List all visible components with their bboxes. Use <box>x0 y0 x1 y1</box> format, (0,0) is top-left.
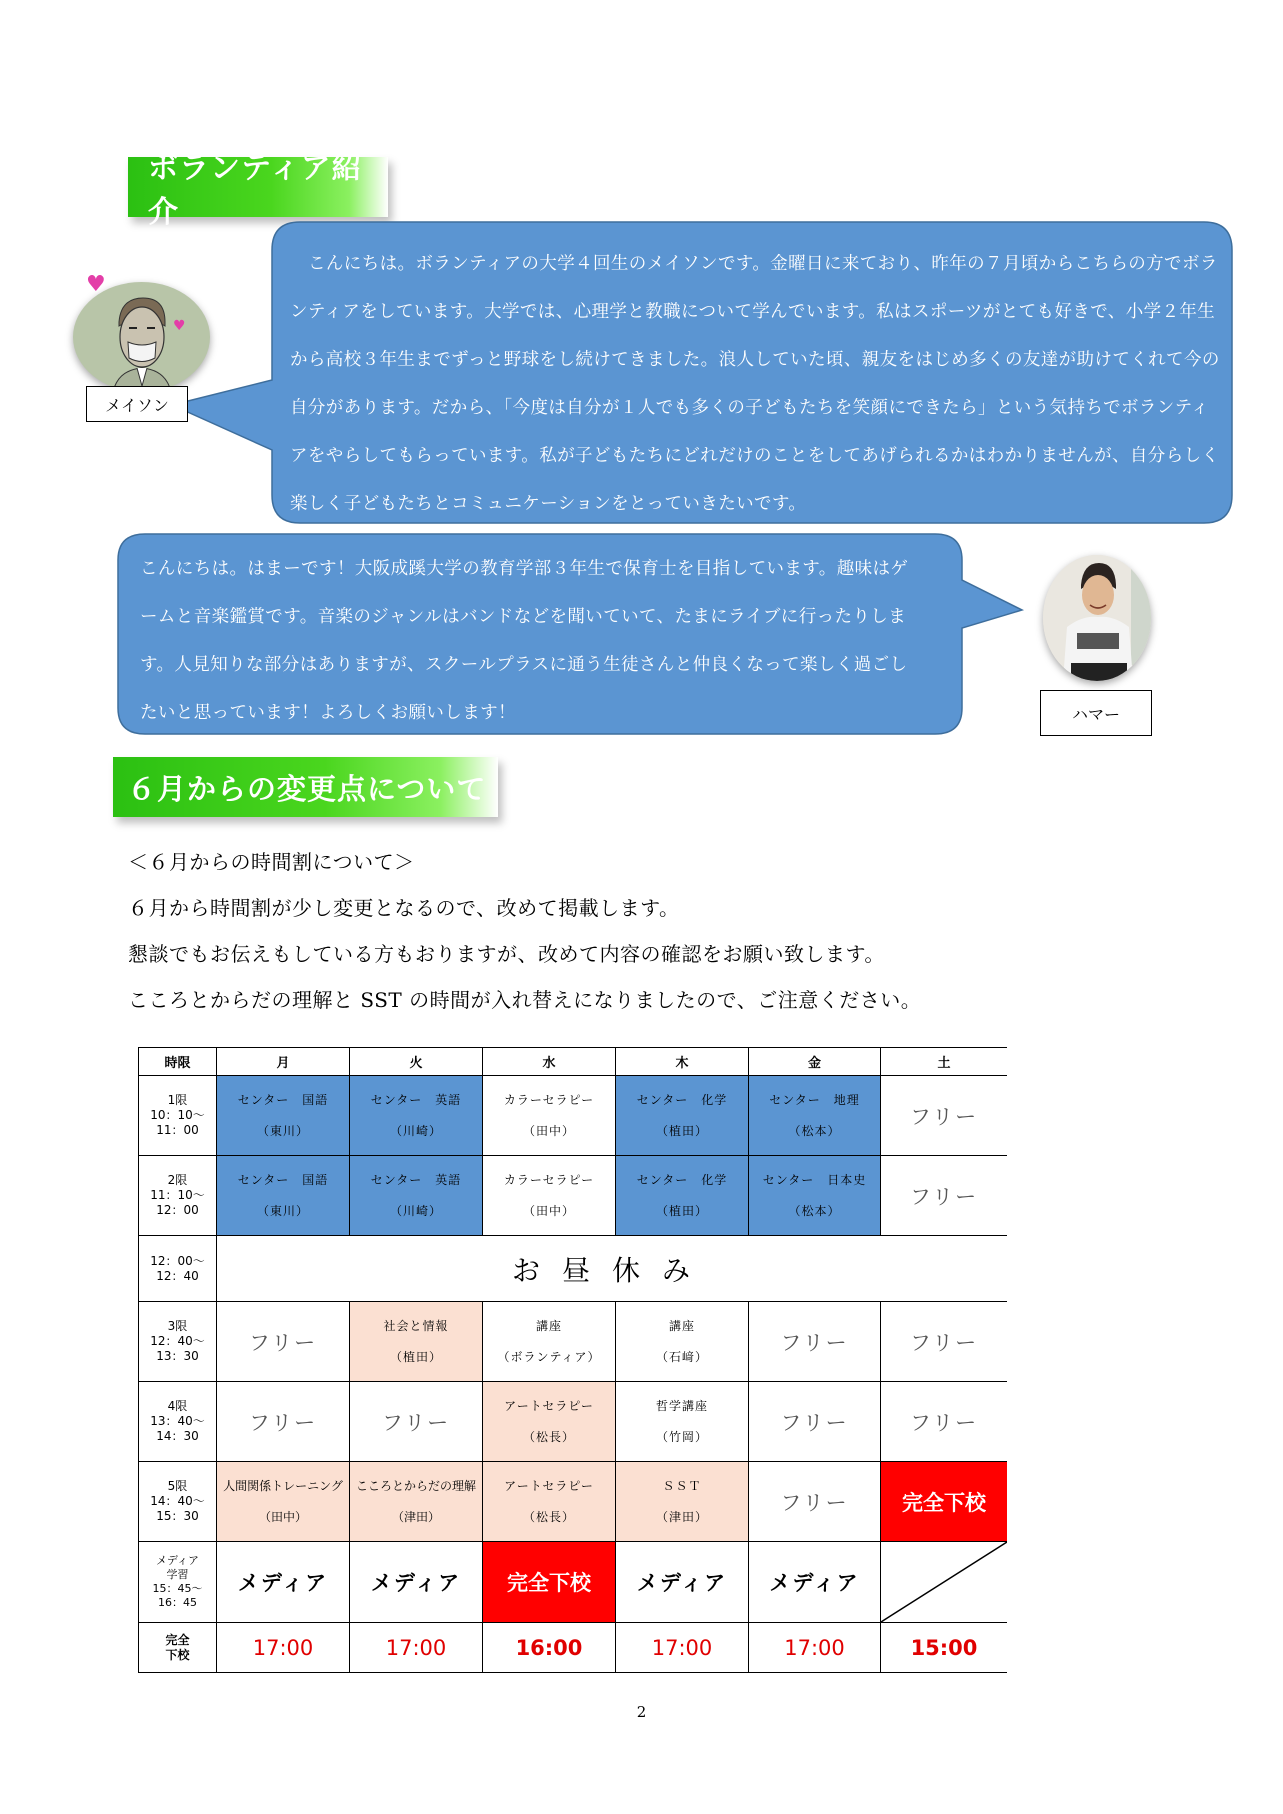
free-cell: フリー <box>881 1156 1008 1236</box>
table-row <box>139 1382 1008 1462</box>
free-cell: フリー <box>881 1382 1008 1462</box>
lunch-row <box>139 1236 1008 1302</box>
class-name: センター 化学 <box>636 1172 728 1187</box>
message-line: こんにちは。ボランティアの大学４回生のメイソンです。金曜日に来ており、昨年の７月頃からこちらの方でボラ <box>308 254 1218 274</box>
table-header-row <box>139 1048 1008 1076</box>
teacher-name: （田中） <box>258 1509 307 1524</box>
teacher-name: （松本） <box>788 1123 841 1138</box>
teacher-name: （東川） <box>256 1203 309 1218</box>
header-cell: 時限 <box>139 1048 217 1076</box>
header-cell: 金 <box>749 1048 881 1076</box>
message-line: 楽しく子どもたちとコミュニケーションをとっていきたいです。 <box>290 494 807 514</box>
section-title-text: ボランティア紹介 <box>148 151 363 230</box>
class-cell <box>350 1156 483 1236</box>
free-cell: フリー <box>217 1382 350 1462</box>
hammer-photo <box>1043 555 1151 681</box>
name-text: ハマー <box>1071 704 1120 724</box>
teacher-name: （松本） <box>788 1203 841 1218</box>
table-row <box>139 1156 1008 1236</box>
period-name: 下校 <box>165 1647 190 1662</box>
period-label <box>139 1542 217 1623</box>
free-cell: フリー <box>350 1382 483 1462</box>
period-label <box>139 1156 217 1236</box>
teacher-name: （ボランティア） <box>497 1349 601 1364</box>
timetable <box>138 1047 1007 1673</box>
media-cell: メディア <box>217 1542 350 1623</box>
class-cell <box>217 1462 350 1542</box>
message-line: たいと思っています！よろしくお願いします！ <box>140 703 516 723</box>
dismissal-time: 17:00 <box>749 1623 881 1673</box>
class-cell <box>749 1076 881 1156</box>
dismissal-time: 17:00 <box>350 1623 483 1673</box>
period-time: 14：30 <box>156 1429 199 1443</box>
header-cell: 木 <box>616 1048 749 1076</box>
class-name: 社会と情報 <box>383 1318 449 1333</box>
class-cell <box>350 1462 483 1542</box>
hammer-name-label <box>1040 690 1152 736</box>
class-name: 講座 <box>535 1318 562 1333</box>
header-cell: 水 <box>483 1048 616 1076</box>
heart-icon: ♥ <box>173 318 186 334</box>
class-cell <box>483 1076 616 1156</box>
mason-name-label <box>86 386 188 422</box>
period-time: 13：40～ <box>150 1414 205 1428</box>
period-time: 12：40～ <box>150 1334 205 1348</box>
period-time: 10：10～ <box>150 1108 205 1122</box>
period-name: メディア <box>155 1554 200 1567</box>
free-cell: フリー <box>749 1462 881 1542</box>
intro-line-2: 懇談でもお伝えもしている方もおりますが、改めて内容の確認をお願い致します。 <box>128 942 885 966</box>
class-cell <box>749 1156 881 1236</box>
class-cell <box>483 1462 616 1542</box>
table-row <box>139 1076 1008 1156</box>
class-name: センター 日本史 <box>762 1172 867 1187</box>
class-cell <box>616 1462 749 1542</box>
header-cell: 月 <box>217 1048 350 1076</box>
class-cell <box>616 1156 749 1236</box>
class-cell <box>483 1302 616 1382</box>
free-cell: フリー <box>749 1382 881 1462</box>
period-label <box>139 1076 217 1156</box>
period-name: 3限 <box>167 1319 188 1333</box>
class-name: こころとからだの理解 <box>355 1478 476 1493</box>
free-cell: フリー <box>217 1302 350 1382</box>
teacher-name: （川崎） <box>389 1123 442 1138</box>
period-name: 4限 <box>167 1399 188 1413</box>
mason-avatar <box>73 282 210 392</box>
dismissal-row <box>139 1623 1008 1673</box>
class-cell <box>217 1156 350 1236</box>
table-row <box>139 1302 1008 1382</box>
media-cell: メディア <box>616 1542 749 1623</box>
period-label <box>139 1382 217 1462</box>
teacher-name: （東川） <box>256 1123 309 1138</box>
header-cell: 土 <box>881 1048 1008 1076</box>
volunteer2-message <box>140 545 960 737</box>
class-cell <box>350 1302 483 1382</box>
teacher-name: （田中） <box>522 1203 575 1218</box>
intro-line-3: こころとからだの理解と SST の時間が入れ替えになりましたので、ご注意ください。 <box>128 988 922 1012</box>
period-time: 12：00 <box>156 1203 199 1217</box>
lunch-break-cell: お昼休み <box>217 1236 1008 1302</box>
period-time: 12：40 <box>156 1268 199 1283</box>
class-cell <box>616 1076 749 1156</box>
message-line: から高校３年生までずっと野球をし続けてきました。浪人していた頃、親友をはじめ多くの友達が助けてくれて今の <box>290 350 1220 370</box>
diagonal-line <box>881 1542 1007 1622</box>
class-cell <box>217 1076 350 1156</box>
dismissal-time: 17:00 <box>616 1623 749 1673</box>
class-cell <box>483 1156 616 1236</box>
class-name: 講座 <box>668 1318 695 1333</box>
period-time: 16：45 <box>158 1596 197 1609</box>
class-cell <box>616 1302 749 1382</box>
class-name: 人間関係トレーニング <box>223 1478 343 1493</box>
period-time: 12：00～ <box>150 1253 205 1268</box>
free-cell: フリー <box>881 1076 1008 1156</box>
period-name: 完全 <box>165 1632 190 1647</box>
class-cell <box>350 1076 483 1156</box>
teacher-name: （松長） <box>522 1429 575 1444</box>
message-line: こんにちは。はまーです！大阪成蹊大学の教育学部３年生で保育士を目指しています。趣味はゲ <box>140 559 909 579</box>
message-line: アをやらしてもらっています。私が子どもたちにどれだけのことをしてあげられるかはわかりませんが、自分らしく <box>290 446 1220 466</box>
teacher-name: （津田） <box>655 1509 708 1524</box>
period-name: 2限 <box>167 1173 188 1187</box>
teacher-name: （松長） <box>522 1509 575 1524</box>
teacher-name: （石﨑） <box>655 1349 708 1364</box>
class-cell <box>483 1382 616 1462</box>
heart-icon: ♥ <box>86 272 106 297</box>
name-text: メイソン <box>105 395 169 415</box>
period-time: 11：10～ <box>150 1188 205 1202</box>
teacher-name: （植田） <box>655 1203 708 1218</box>
teacher-name: （植田） <box>655 1123 708 1138</box>
free-cell: フリー <box>881 1302 1008 1382</box>
class-name: カラーセラピー <box>503 1092 595 1107</box>
message-line: ームと音楽鑑賞です。音楽のジャンルはバンドなどを聞いていて、たまにライブに行ったりしま <box>140 607 907 627</box>
period-time: 15：30 <box>156 1509 199 1523</box>
page-number: 2 <box>636 1703 647 1721</box>
message-line: 自分があります。だから、「今度は自分が１人でも多くの子どもたちを笑顔にできたら」という気持ちでボランティ <box>290 398 1210 418</box>
period-name: 1限 <box>167 1093 188 1107</box>
period-time: 15：45～ <box>152 1582 203 1595</box>
empty-cell <box>881 1542 1008 1623</box>
period-time: 14：40～ <box>150 1494 205 1508</box>
section-title-text: ６月からの変更点について <box>127 771 487 806</box>
schedule-heading: ＜６月からの時間割について＞ <box>128 850 415 874</box>
section-title-changes <box>113 757 498 817</box>
class-name: センター 化学 <box>636 1092 728 1107</box>
class-name: センター 国語 <box>237 1172 329 1187</box>
class-name: アートセラピー <box>504 1478 594 1493</box>
class-cell <box>616 1382 749 1462</box>
period-label <box>139 1302 217 1382</box>
dismissal-cell: 完全下校 <box>483 1542 616 1623</box>
volunteer1-message <box>290 240 1225 528</box>
free-cell: フリー <box>749 1302 881 1382</box>
period-label <box>139 1462 217 1542</box>
dismissal-time: 15:00 <box>881 1623 1008 1673</box>
media-cell: メディア <box>350 1542 483 1623</box>
teacher-name: （植田） <box>389 1349 442 1364</box>
dismissal-cell: 完全下校 <box>881 1462 1008 1542</box>
class-name: センター 英語 <box>370 1172 462 1187</box>
intro-line-1: ６月から時間割が少し変更となるので、改めて掲載します。 <box>128 896 680 920</box>
class-name: センター 国語 <box>237 1092 329 1107</box>
class-name: カラーセラピー <box>503 1172 595 1187</box>
teacher-name: （竹岡） <box>655 1429 708 1444</box>
period-name: 学習 <box>166 1568 189 1581</box>
period-time: 13：30 <box>156 1349 199 1363</box>
class-name: ＳＳＴ <box>662 1478 702 1493</box>
class-name: アートセラピー <box>504 1398 594 1413</box>
table-row <box>139 1462 1008 1542</box>
teacher-name: （川崎） <box>389 1203 442 1218</box>
teacher-name: （津田） <box>391 1509 440 1524</box>
period-label <box>139 1623 217 1673</box>
header-cell: 火 <box>350 1048 483 1076</box>
period-label <box>139 1236 217 1302</box>
dismissal-time: 16:00 <box>483 1623 616 1673</box>
class-name: 哲学講座 <box>655 1398 708 1413</box>
dismissal-time: 17:00 <box>217 1623 350 1673</box>
message-line: ンティアをしています。大学では、心理学と教職について学んでいます。私はスポーツがとても好きで、小学２年生 <box>290 302 1216 322</box>
class-name: センター 英語 <box>370 1092 462 1107</box>
media-row <box>139 1542 1008 1623</box>
message-line: す。人見知りな部分はありますが、スクールプラスに通う生徒さんと仲良くなって楽しく過ごし <box>140 655 908 675</box>
media-cell: メディア <box>749 1542 881 1623</box>
period-name: 5限 <box>167 1479 188 1493</box>
period-time: 11：00 <box>156 1123 199 1137</box>
class-name: センター 地理 <box>769 1092 860 1107</box>
teacher-name: （田中） <box>522 1123 575 1138</box>
